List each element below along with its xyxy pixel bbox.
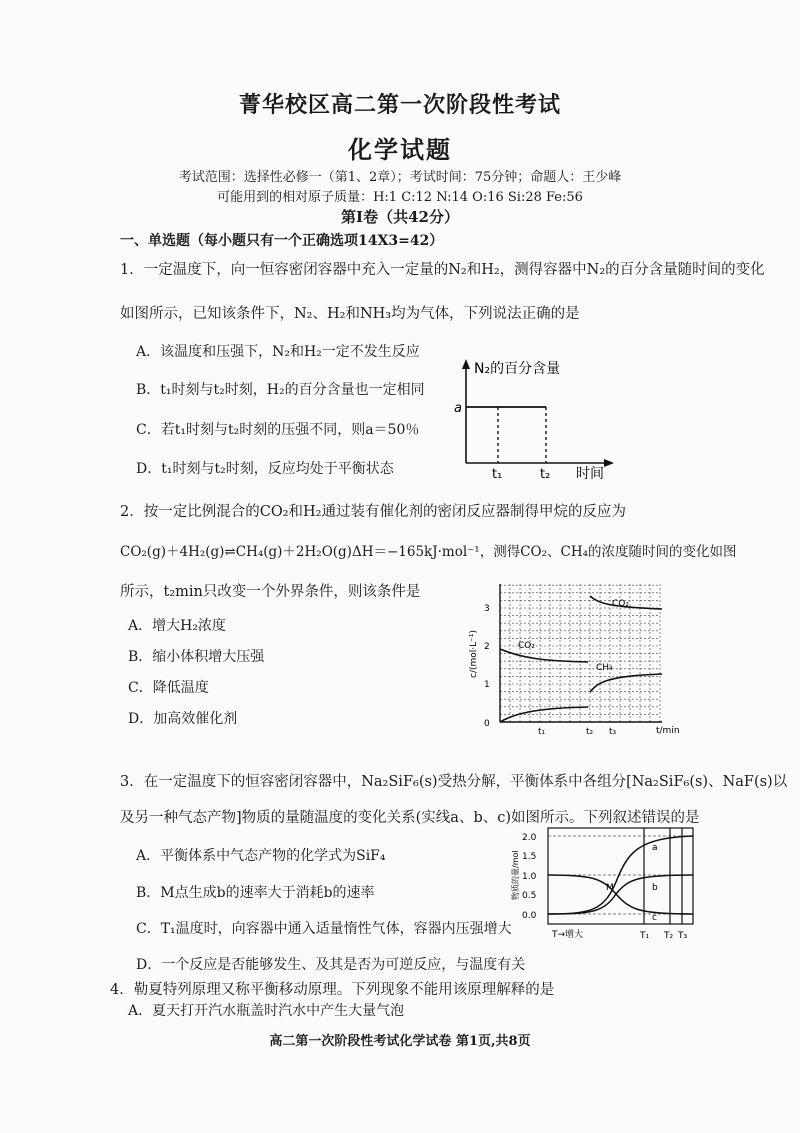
q3-option-d: D．一个反应是否能够发生、及其是否为可逆反应，与温度有关 [136,957,526,973]
q3-ylabel: 物质的量/mol [511,850,520,900]
q3-ytick-0.5: 0.5 [522,891,537,901]
q3-T1-label: T₁ [640,931,650,941]
q2-grid [500,584,660,722]
q2-ytick-0: 0 [484,719,490,729]
part-title: 第Ⅰ卷（共42分） [341,208,459,226]
q2-option-b: B．缩小体积增大压强 [128,649,265,665]
q3-stem-line2: 及另一种气态产物]物质的量随温度的变化关系(实线a、b、c)如图所示。下列叙述错误的是 [120,810,700,826]
section-title: 一、单选题（每小题只有一个正确选项14X3=42） [120,233,444,249]
q2-ytick-2: 2 [484,642,490,652]
q3-ytick-0.0: 0.0 [522,911,537,921]
q2-ylabel: c/(mol·L⁻¹) [469,629,479,678]
q3-label-c: c [652,913,657,923]
q3-chart [512,822,700,946]
q2-option-a: A．增大H₂浓度 [128,618,226,634]
q2-ytick-3: 3 [484,604,490,614]
q2-ch4-curve-2 [590,674,662,692]
q1-t1-label: t₁ [492,467,503,482]
q3-curve-b [548,875,693,914]
q3-option-c: C．T₁温度时，向容器中通入适量惰性气体，容器内压强增大 [136,921,512,937]
q3-ytick-2.0: 2.0 [522,833,537,843]
q1-option-c: C．若t₁时刻与t₂时刻的压强不同，则a＝50％ [136,422,420,438]
q1-option-b: B．t₁时刻与t₂时刻，H₂的百分含量也一定相同 [136,382,425,398]
q1-t2-label: t₂ [540,467,551,482]
q1-stem-line1: 1．一定温度下，向一恒容密闭容器中充入一定量的N₂和H₂，测得容器中N₂的百分含量随时间的变化 [120,262,765,278]
atomic-masses: 可能用到的相对原子质量：H:1 C:12 N:14 O:16 Si:28 Fe:56 [217,190,583,205]
q2-co2-label-2: CO₂ [612,599,629,609]
q3-label-a: a [652,843,658,853]
q3-option-b: B．M点生成b的速率大于消耗b的速率 [136,885,375,901]
q3-option-a: A．平衡体系中气态产物的化学式为SiF₄ [136,848,386,864]
q2-t3-label: t₃ [609,727,617,737]
q2-stem-line1: 2．按一定比例混合的CO₂和H₂通过装有催化剂的密闭反应器制得甲烷的反应为 [120,504,626,520]
q1-xlabel: 时间 [576,466,604,482]
q1-graph [448,355,628,480]
q1-option-a: A．该温度和压强下，N₂和H₂一定不发生反应 [136,344,420,360]
q2-t1-label: t₁ [538,727,546,737]
q4-stem: 4．勒夏特列原理又称平衡移动原理。下列现象不能用该原理解释的是 [110,982,555,998]
q2-stem-line3: 所示，t₂min只改变一个外界条件，则该条件是 [120,584,421,600]
q3-ytick-1.0: 1.0 [522,872,537,882]
q1-option-d: D．t₁时刻与t₂时刻，反应均处于平衡状态 [136,461,394,477]
q1-ylabel: N₂的百分含量 [474,361,561,377]
q2-co2-label-1: CO₂ [518,641,535,651]
q3-stem-line1: 3．在一定温度下的恒容密闭容器中，Na₂SiF₆(s)受热分解，平衡体系中各组分[Na₂SiF₆(s)、NaF(s)以 [120,774,788,790]
q2-option-c: C．降低温度 [128,680,209,696]
q1-x-arrow [604,459,614,467]
q2-option-d: D．加高效催化剂 [128,711,238,727]
q1-y-arrow [462,359,470,369]
q3-label-b: b [652,883,658,893]
q2-xlabel: t/min [656,726,680,736]
q3-ytick-1.5: 1.5 [522,852,537,862]
school-title: 菁华校区高二第一次阶段性考试 [238,92,561,118]
subject-title: 化学试题 [348,135,452,164]
q2-t2-label: t₂ [586,727,594,737]
q3-curve-c [548,875,693,914]
q2-co2-curve-1 [500,649,588,662]
q4-option-a: A．夏天打开汽水瓶盖时汽水中产生大量气泡 [128,1003,405,1019]
q2-chart [462,578,684,740]
q3-xlabel: T→增大 [552,930,584,940]
q1-a-label: a [454,401,462,416]
page-footer: 高二第一次阶段性考试化学试卷 第1页,共8页 [269,1034,531,1049]
q2-equation: CO₂(g)＋4H₂(g)⇌CH₄(g)＋2H₂O(g)ΔH＝−165kJ·mol⁻¹，测得CO₂、CH₄的浓度随时间的变化如图 [120,544,737,560]
q3-T3-label: T₃ [678,931,688,941]
q1-stem-line2: 如图所示，已知该条件下，N₂、H₂和NH₃均为气体，下列说法正确的是 [120,306,580,322]
q3-label-M: M [606,883,614,893]
q2-ch4-label: CH₄ [596,663,613,673]
q2-ytick-1: 1 [484,680,490,690]
exam-info: 考试范围：选择性必修一（第1、2章）；考试时间：75分钟；命题人：王少峰 [178,170,622,185]
q3-T2-label: T₂ [664,931,674,941]
